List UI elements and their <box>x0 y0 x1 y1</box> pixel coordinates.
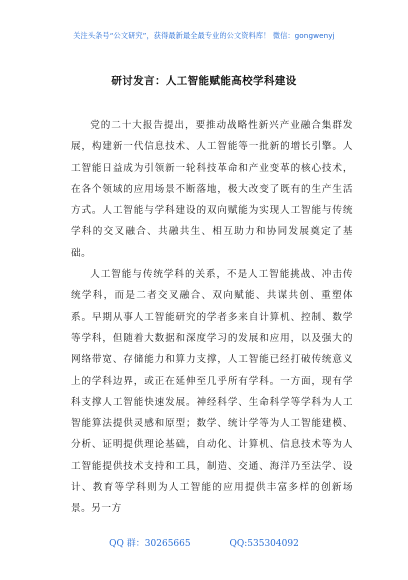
header-banner: 关注头条号“公文研究”，获得最新最全最专业的公文资料库！ 微信：gongwenyj <box>73 31 335 40</box>
document-body <box>71 115 353 520</box>
paragraph-2: 人工智能与传统学科的关系，不是人工智能挑战、冲击传统学科，而是二者交叉融合、双向赋能、共谋共创、重塑体系。早期从事人工智能研究的学者多来自计算机、控制、数学等学科，但随着大数据和深度学习的发展和应用，以及强大的网络带宽、存储能力和算力支撑，人工智能已经打破传统意义上的学科边界，或正在延伸至几乎所有学科。一方面，现有学科支撑人工智能快速发展。神经科学、生命科学等学科为人工智能算法提供灵感和原型；数学、统计学等为人工智能建模、分析、证明提供理论基础，自动化、计算机、信息技术等为人工智能提供技术支持和工具，制造、交通、海洋乃至法学、设计、教育等学科则为人工智能的应用提供丰富多样的创新场景。另一方 <box>71 269 353 515</box>
footer-qq-group: QQ 群：30265665 <box>109 539 191 549</box>
document-title: 研讨发言：人工智能赋能高校学科建设 <box>111 75 297 87</box>
footer-qq: QQ:535304092 <box>229 539 299 549</box>
paragraph-1: 党的二十大报告提出，要推动战略性新兴产业融合集群发展，构建新一代信息技术、人工智能等一批新的增长引擎。人工智能日益成为引领新一轮科技革命和产业变革的核心技术，在各个领域的应用场景不断落地，极大改变了既有的生产生活方式。人工智能与学科建设的双向赋能为实现人工智能与传统学科的交叉融合、共融共生、相互助力和协同发展奠定了基础。 <box>71 120 353 259</box>
footer-contact <box>0 536 408 549</box>
